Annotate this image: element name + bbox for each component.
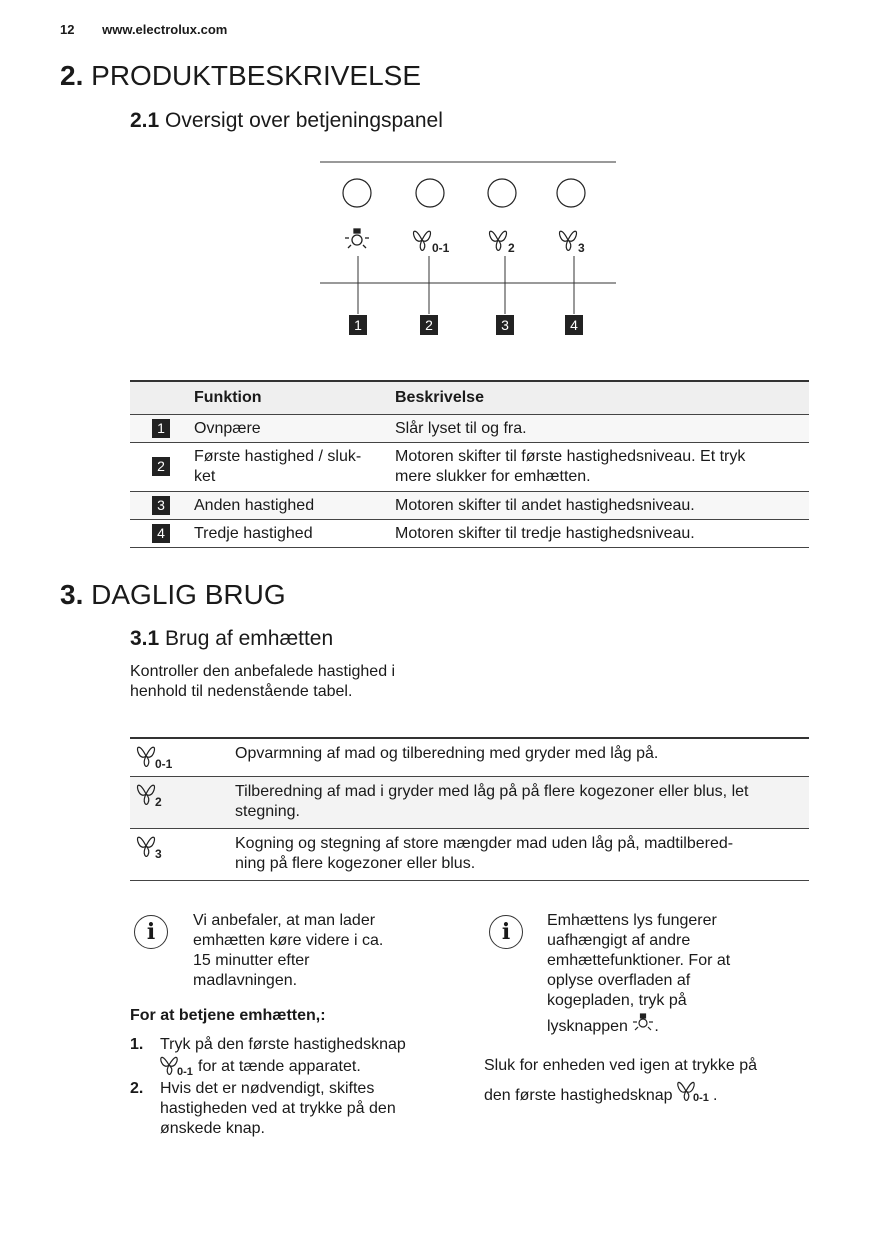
fan-icon-speed-1 [413, 231, 430, 250]
section-3-1-title: 3.1 Brug af emhætten [130, 627, 334, 650]
row-number-badge: 4 [152, 524, 170, 543]
light-bulb-icon [345, 229, 369, 248]
fan-icon-speed-3 [136, 834, 180, 860]
column-header-description: Beskrivelse [395, 381, 809, 415]
table-row: 2 Tilberedning af mad i gryder med låg på på flere kogezoner eller blus, let stegning. [130, 777, 809, 829]
callout-3: 3 [501, 317, 509, 333]
panel-button-speed-2 [488, 179, 516, 207]
fan-icon-speed-1 [677, 1080, 713, 1104]
svg-text:2: 2 [155, 795, 162, 808]
table-row: 4 Tredje hastighed Motoren skifter til tredje hastighedsniveau. [130, 520, 809, 548]
table-row: 3 Kogning og stegning af store mængder mad uden låg på, madtilbered- ning på flere kogezoner eller blus. [130, 829, 809, 881]
row-number-badge: 2 [152, 457, 170, 476]
info-note-right: Emhættens lys fungerer uafhængigt af andre emhættefunktioner. For at oplyse overfladen af kogepladen, tryk på lysknappen . [547, 912, 731, 1035]
fan-label-2: 2 [508, 241, 515, 255]
light-bulb-icon [632, 1011, 654, 1033]
fan-label-0-1: 0-1 [432, 241, 450, 255]
fan-icon-speed-1 [160, 1055, 198, 1077]
svg-text:0-1: 0-1 [155, 757, 173, 770]
svg-text:3: 3 [155, 847, 162, 860]
fan-icon-speed-3 [559, 231, 576, 250]
page-number: 12 [60, 22, 75, 37]
table-row: 0-1 Opvarmning af mad og tilberedning med gryder med låg på. [130, 738, 809, 777]
panel-button-speed-3 [557, 179, 585, 207]
speed-usage-table [130, 737, 809, 881]
row-number-badge: 1 [152, 419, 170, 438]
off-instruction: Sluk for enheden ved igen at trykke på den første hastighedsknap 0-1 . [484, 1057, 758, 1104]
fan-label-3: 3 [578, 241, 585, 255]
table-row: 3 Anden hastighed Motoren skifter til andet hastighedsniveau. [130, 492, 809, 520]
intro-text: Kontroller den anbefalede hastighed i henhold til nedenstående tabel. [130, 663, 396, 700]
header-url[interactable]: www.electrolux.com [102, 22, 228, 37]
info-note-left: Vi anbefaler, at man lader emhætten køre videre i ca. 15 minutter efter madlavningen. [193, 912, 384, 989]
row-number-badge: 3 [152, 496, 170, 515]
section-2-1-title: 2.1 Oversigt over betjeningspanel [130, 109, 443, 132]
panel-button-light [343, 179, 371, 207]
table-row: 1 Ovnpære Slår lyset til og fra. [130, 415, 809, 443]
info-icon: i [489, 915, 523, 949]
section-2-title: 2. PRODUKTBESKRIVELSE [60, 60, 422, 91]
panel-button-speed-1 [416, 179, 444, 207]
operate-steps [130, 1035, 450, 1141]
operate-heading: For at betjene emhætten,: [130, 1007, 326, 1024]
fan-icon-speed-2 [489, 231, 506, 250]
control-panel-diagram [318, 158, 618, 340]
table-header-row [130, 381, 809, 415]
list-item: 1. Tryk på den første hastighedsknap 0-1 for at tænde apparatet. [130, 1036, 406, 1077]
fan-icon-speed-2 [136, 782, 180, 808]
svg-text:0-1: 0-1 [693, 1092, 709, 1104]
fan-icon-speed-1 [136, 744, 180, 770]
callout-1: 1 [354, 317, 362, 333]
info-icon: i [134, 915, 168, 949]
section-3-title: 3. DAGLIG BRUG [60, 579, 286, 610]
page-header [60, 22, 227, 37]
callout-4: 4 [570, 317, 578, 333]
list-item: 2. Hvis det er nødvendigt, skiftes hastigheden ved at trykke på den ønskede knap. [130, 1080, 396, 1137]
column-header-function: Funktion [194, 381, 395, 415]
table-row: 2 Første hastighed / sluk- ket Motoren skifter til første hastighedsniveau. Et tryk mere slukker for emhætten. [130, 443, 809, 492]
callout-2: 2 [425, 317, 433, 333]
svg-text:0-1: 0-1 [177, 1066, 193, 1077]
function-table [130, 380, 809, 548]
